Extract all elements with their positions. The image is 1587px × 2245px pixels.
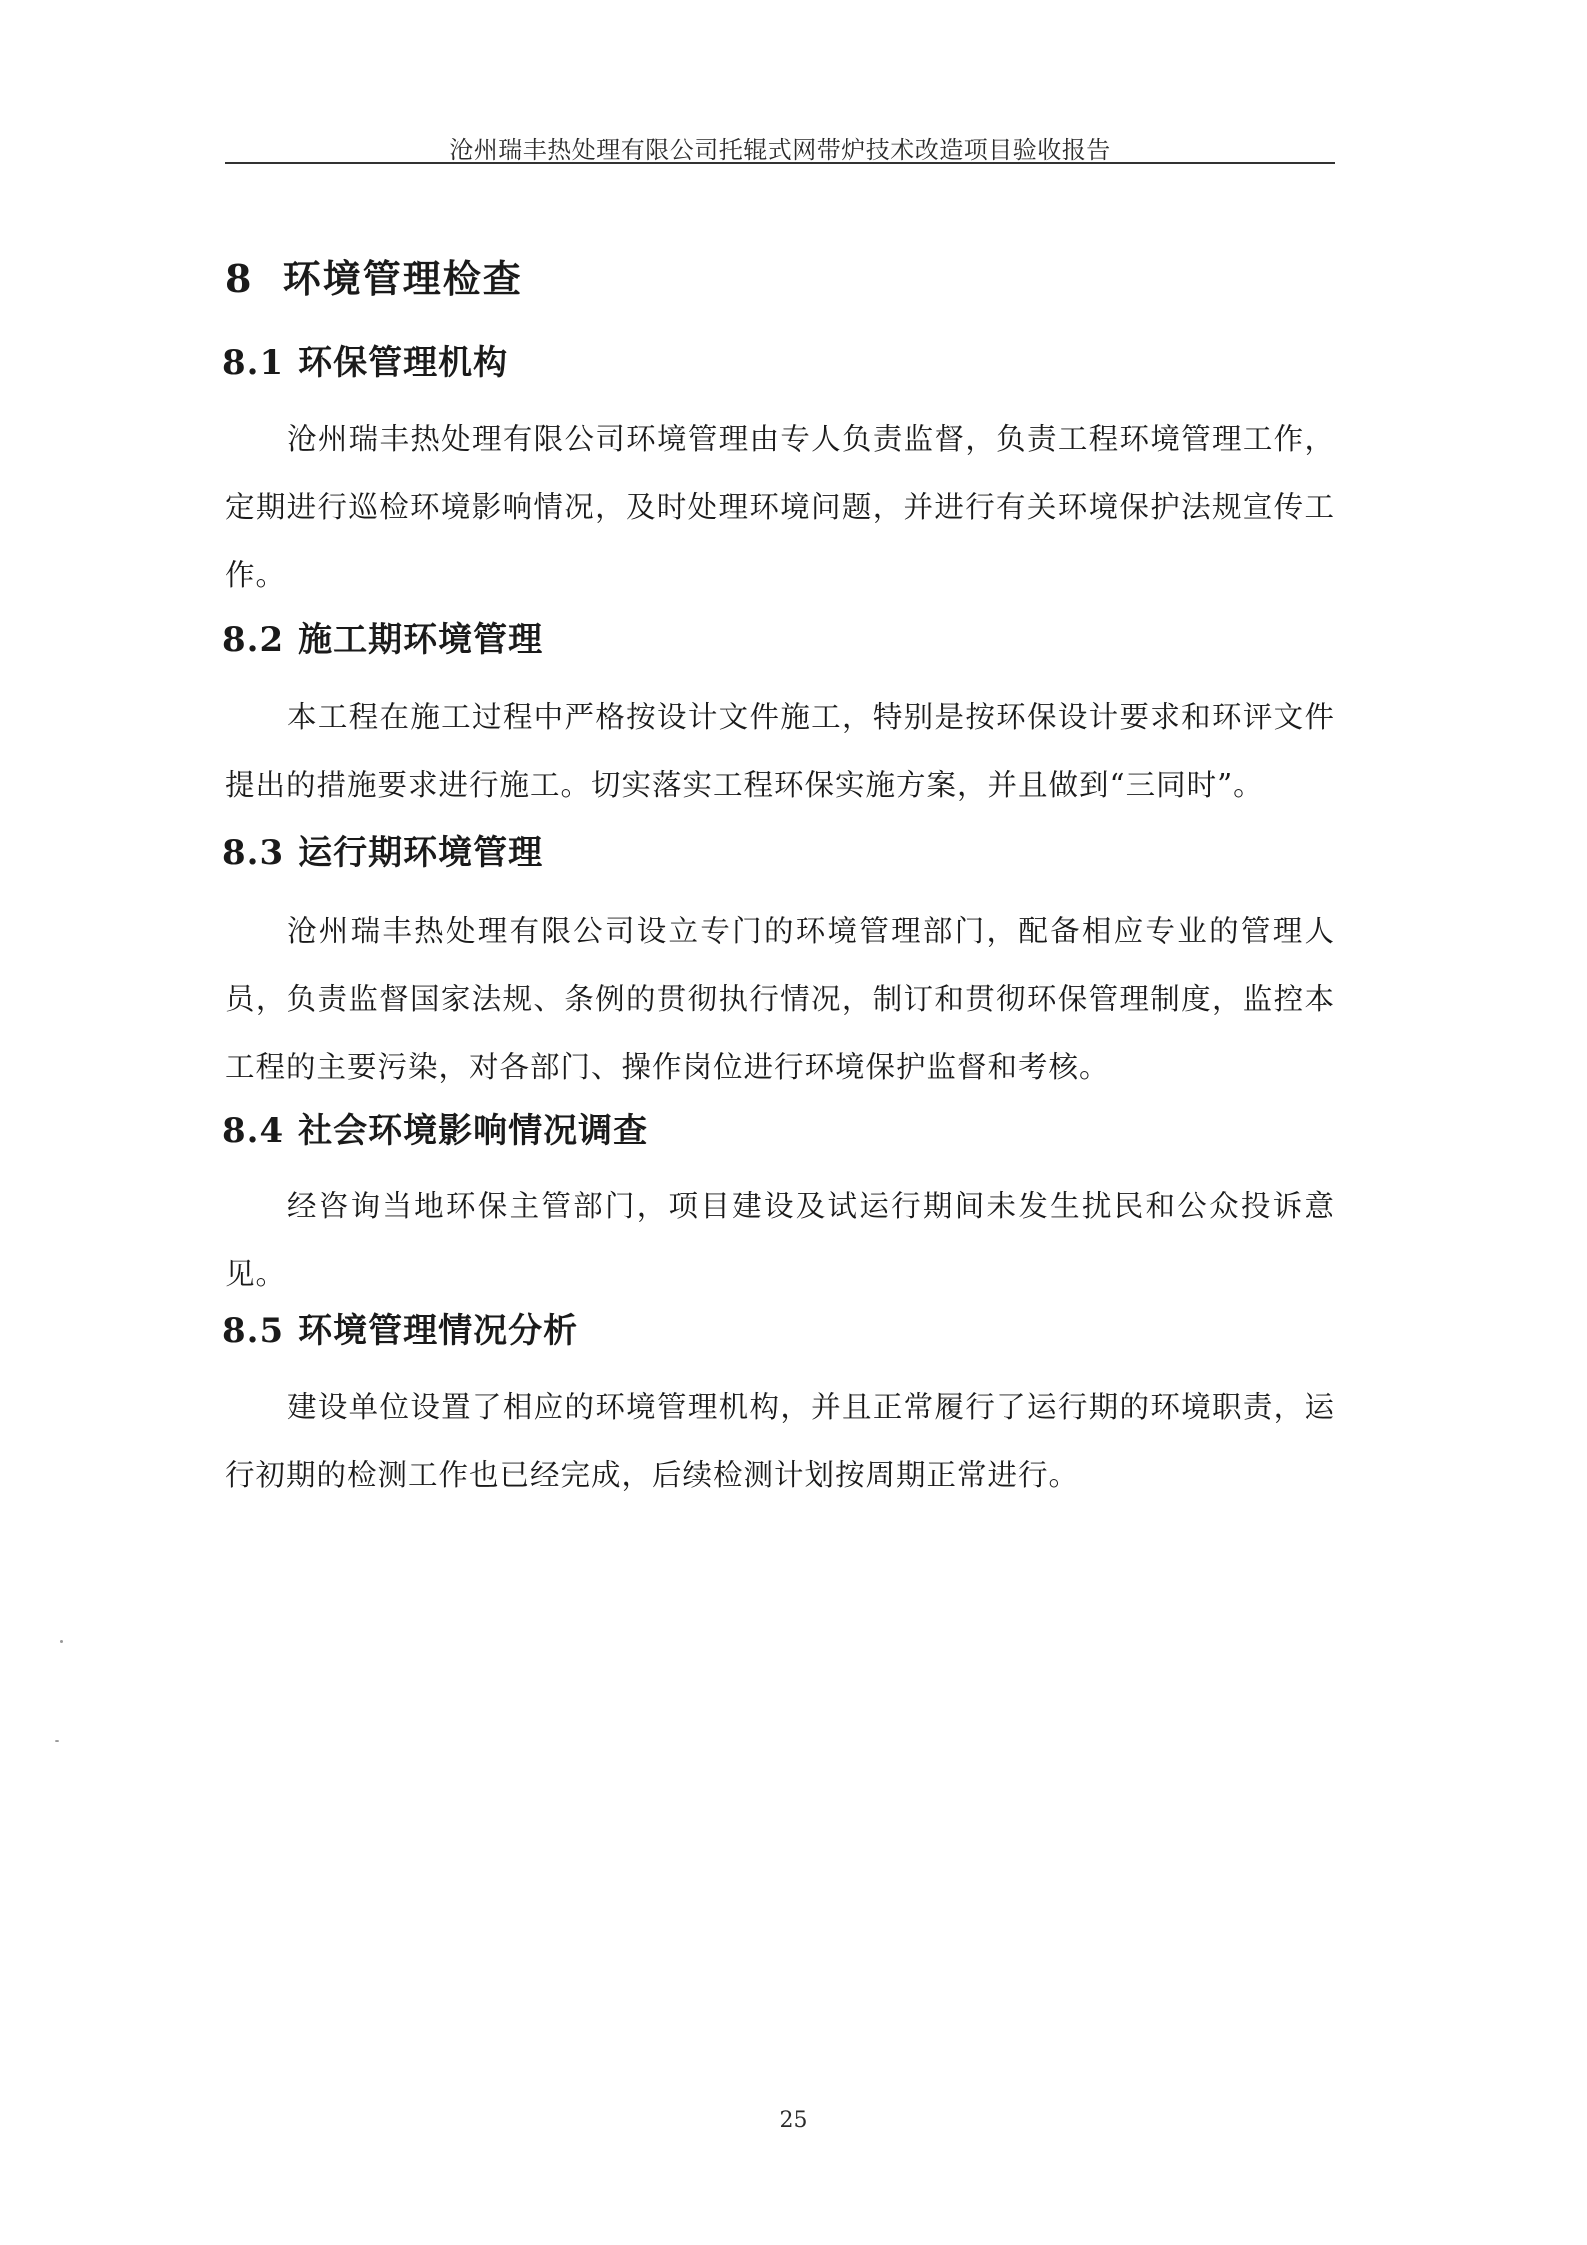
- chapter-number: 8: [225, 256, 254, 301]
- section-body-8-4: 经咨询当地环保主管部门，项目建设及试运行期间未发生扰民和公众投诉意见。: [225, 1189, 1335, 1291]
- section-body-8-5: 建设单位设置了相应的环境管理机构，并且正常履行了运行期的环境职责，运行初期的检测工作也已经完成，后续检测计划按周期正常进行。: [225, 1390, 1335, 1492]
- section-heading-8-4: [222, 1103, 648, 1152]
- section-body-8-2: 本工程在施工过程中严格按设计文件施工，特别是按环保设计要求和环评文件提出的措施要求进行施工。切实落实工程环保实施方案，并且做到“三同时”。: [225, 700, 1335, 802]
- section-number: 8.2: [222, 620, 285, 660]
- section-heading-8-1: [222, 335, 508, 384]
- section-heading-8-5: [222, 1303, 578, 1352]
- chapter-heading: [225, 248, 523, 303]
- section-number: 8.3: [222, 833, 285, 873]
- section-heading-8-3: [222, 825, 543, 874]
- section-body-8-1: 沧州瑞丰热处理有限公司环境管理由专人负责监督，负责工程环境管理工作，定期进行巡检环境影响情况，及时处理环境问题，并进行有关环境保护法规宣传工作。: [225, 422, 1335, 592]
- scan-speck: [60, 1640, 63, 1643]
- page-number: 25: [779, 2108, 808, 2133]
- section-title: 施工期环境管理: [298, 620, 544, 660]
- section-number: 8.4: [222, 1111, 285, 1151]
- page-header: 沧州瑞丰热处理有限公司托辊式网带炉技术改造项目验收报告: [449, 136, 1111, 164]
- section-title: 运行期环境管理: [298, 833, 544, 873]
- section-number: 8.1: [222, 343, 285, 383]
- section-title: 社会环境影响情况调查: [298, 1111, 649, 1151]
- section-number: 8.5: [222, 1311, 285, 1351]
- chapter-title: 环境管理检查: [282, 256, 523, 301]
- scan-speck: [55, 1740, 59, 1742]
- header-rule: [225, 162, 1335, 164]
- section-title: 环境管理情况分析: [298, 1311, 579, 1351]
- section-title: 环保管理机构: [298, 343, 509, 383]
- section-heading-8-2: [222, 612, 543, 661]
- section-body-8-3: 沧州瑞丰热处理有限公司设立专门的环境管理部门，配备相应专业的管理人员，负责监督国家法规、条例的贯彻执行情况，制订和贯彻环保管理制度，监控本工程的主要污染，对各部门、操作岗位进行环境保护监督和考核。: [225, 914, 1335, 1084]
